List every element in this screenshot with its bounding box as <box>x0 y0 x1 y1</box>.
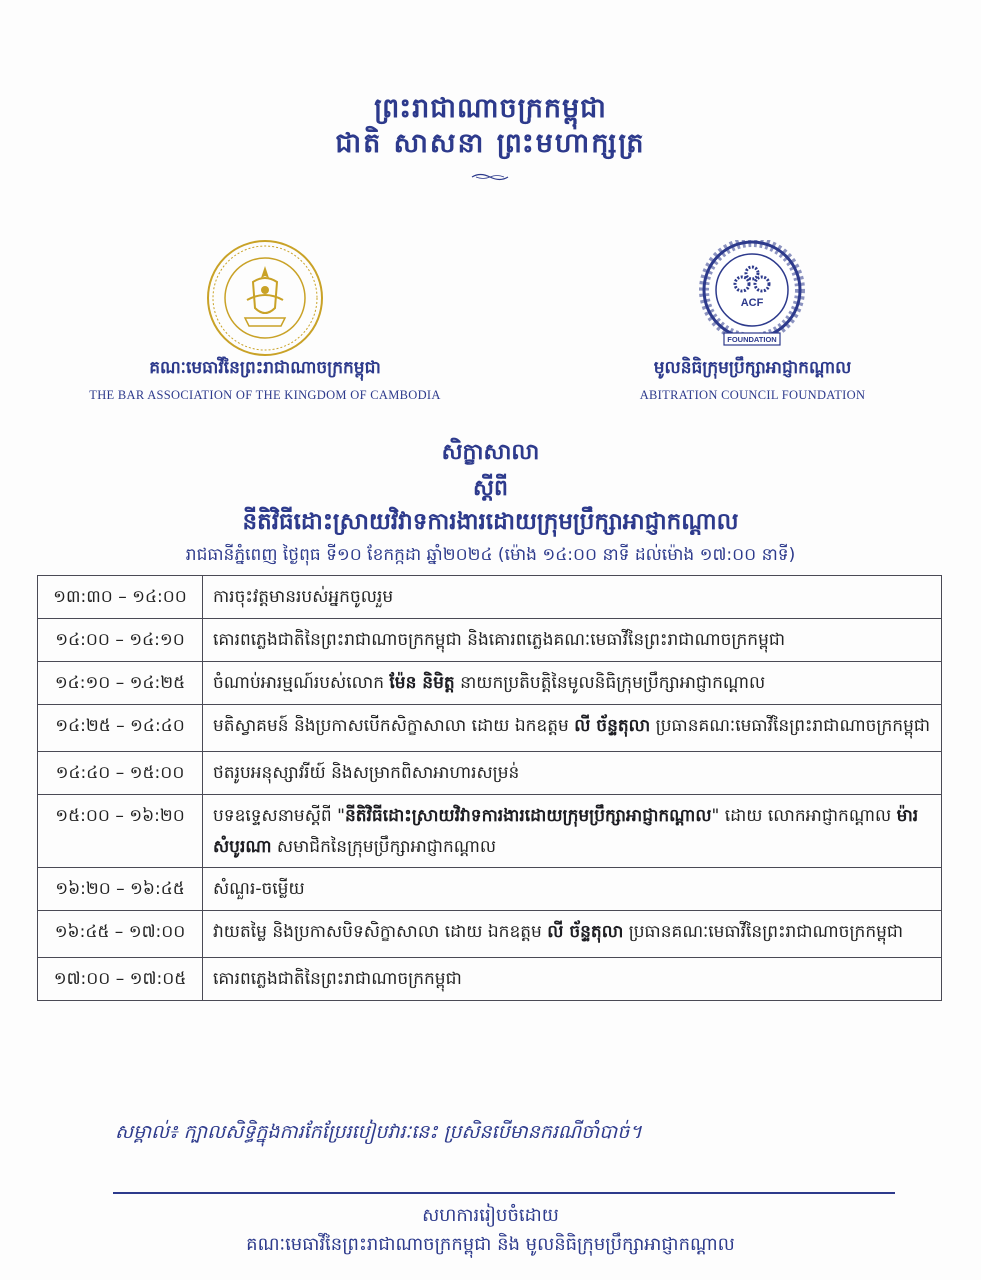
bar-association-seal-icon <box>205 238 325 358</box>
agenda-time: ១៦:៤៥ – ១៧:០០ <box>38 911 203 958</box>
ornament-divider-icon <box>470 170 510 184</box>
agenda-time: ១៤:១០ – ១៤:២៥ <box>38 662 203 705</box>
table-row <box>38 705 942 752</box>
speaker-name: លី ច័ន្ទតុលា <box>574 716 651 736</box>
agenda-item: ការចុះវត្តមានរបស់អ្នកចូលរួម <box>203 576 942 619</box>
bar-association-name-kh: គណៈមេធាវីនៃព្រះរាជាណាចក្រកម្ពុជា <box>149 358 381 378</box>
table-row <box>38 868 942 911</box>
agenda-time: ១៤:៤០ – ១៥:០០ <box>38 752 203 795</box>
svg-text:ACF: ACF <box>740 297 764 309</box>
table-row <box>38 752 942 795</box>
agenda-time: ១៤:០០ – ១៤:១០ <box>38 619 203 662</box>
acf-gear-logo-icon <box>698 240 806 350</box>
seminar-title: សិក្ខាសាលា <box>441 440 540 465</box>
agenda-item: ចំណាប់អារម្មណ៍របស់លោក ម៉ែន និមិត្ត នាយកប្រតិបត្តិនៃមូលនិធិក្រុមប្រឹក្សាអាជ្ញាកណ្ដាល <box>203 662 942 705</box>
table-row <box>38 958 942 1001</box>
seminar-topic: នីតិវិធីដោះស្រាយវិវាទការងារដោយក្រុមប្រឹក្សាអាជ្ញាកណ្ដាល <box>242 509 739 535</box>
national-motto: ជាតិ សាសនា ព្រះមហាក្សត្រ <box>335 128 646 159</box>
table-row <box>38 576 942 619</box>
speaker-name: ម៉ែន និមិត្ត <box>389 673 455 693</box>
agenda-time: ១៦:២០ – ១៦:៤៥ <box>38 868 203 911</box>
agenda-item: វាយតម្លៃ និងប្រកាសបិទសិក្ខាសាលា ដោយ ឯកឧត្ដម លី ច័ន្ទតុលា ប្រធានគណៈមេធាវីនៃព្រះរាជាណាចក្រកម្ពុជា <box>203 911 942 958</box>
agenda-time: ១៤:២៥ – ១៤:៤០ <box>38 705 203 752</box>
agenda-note: សម្គាល់៖ ក្បាលសិទ្ធិក្នុងការកែប្រែរបៀបវារៈនេះ ប្រសិនបើមានករណីចាំបាច់។ <box>115 1121 642 1143</box>
footer-divider <box>113 1192 895 1194</box>
agenda-item: សំណួរ-ចម្លើយ <box>203 868 942 911</box>
acf-name-kh: មូលនិធិក្រុមប្រឹក្សាអាជ្ញាកណ្ដាល <box>653 358 852 378</box>
table-row <box>38 795 942 868</box>
speaker-name: ម៉ារ សំបូរណា <box>213 806 919 857</box>
lecture-topic: នីតិវិធីដោះស្រាយវិវាទការងារដោយក្រុមប្រឹក្សាអាជ្ញាកណ្ដាល <box>344 806 712 826</box>
speaker-name: លី ច័ន្ទតុលា <box>547 922 624 942</box>
acf-name-en: ABITRATION COUNCIL FOUNDATION <box>639 388 866 402</box>
svg-text:FOUNDATION: FOUNDATION <box>727 335 777 344</box>
table-row <box>38 662 942 705</box>
kingdom-title: ព្រះរាជាណាចក្រកម្ពុជា <box>374 93 607 124</box>
organizers-names: គណៈមេធាវីនៃព្រះរាជាណាចក្រកម្ពុជា និង មូលនិធិក្រុមប្រឹក្សាអាជ្ញាកណ្ដាល <box>246 1234 735 1255</box>
agenda-item: គោរពភ្លេងជាតិនៃព្រះរាជាណាចក្រកម្ពុជា <box>203 958 942 1001</box>
agenda-item: មតិស្វាគមន៍ និងប្រកាសបើកសិក្ខាសាលា ដោយ ឯកឧត្ដម លី ច័ន្ទតុលា ប្រធានគណៈមេធាវីនៃព្រះរាជាណាចក្រកម្ពុជា <box>203 705 942 752</box>
seminar-about: ស្ដីពី <box>473 476 508 501</box>
agenda-item: គោរពភ្លេងជាតិនៃព្រះរាជាណាចក្រកម្ពុជា និងគោរពភ្លេងគណៈមេធាវីនៃព្រះរាជាណាចក្រកម្ពុជា <box>203 619 942 662</box>
agenda-time: ១៥:០០ – ១៦:២០ <box>38 795 203 868</box>
agenda-time: ១៧:០០ – ១៧:០៥ <box>38 958 203 1001</box>
seminar-date: រាជធានីភ្នំពេញ ថ្ងៃពុធ ទី១០ ខែកក្កដា ឆ្នាំ២០២៤ (ម៉ោង ១៤:០០ នាទី ដល់ម៉ោង ១៧:០០ នាទី) <box>185 545 796 565</box>
table-row <box>38 911 942 958</box>
agenda-time: ១៣:៣០ – ១៤:០០ <box>38 576 203 619</box>
agenda-table <box>37 575 942 1001</box>
organized-by-label: សហការរៀបចំដោយ <box>422 1205 559 1226</box>
bar-association-name-en: THE BAR ASSOCIATION OF THE KINGDOM OF CAMBODIA <box>89 388 441 402</box>
agenda-item: ថតរូបអនុស្សាវរីយ៍ និងសម្រាកពិសាអាហារសម្រន់ <box>203 752 942 795</box>
table-row <box>38 619 942 662</box>
agenda-item: បទឧទ្ទេសនាមស្ដីពី "នីតិវិធីដោះស្រាយវិវាទការងារដោយក្រុមប្រឹក្សាអាជ្ញាកណ្ដាល" ដោយ លោកអាជ្ញាកណ្ដាល ម៉ារ សំបូរណា សមាជិកនៃក្រុមប្រឹក្សាអាជ្ញាកណ្ដាល <box>203 795 942 868</box>
